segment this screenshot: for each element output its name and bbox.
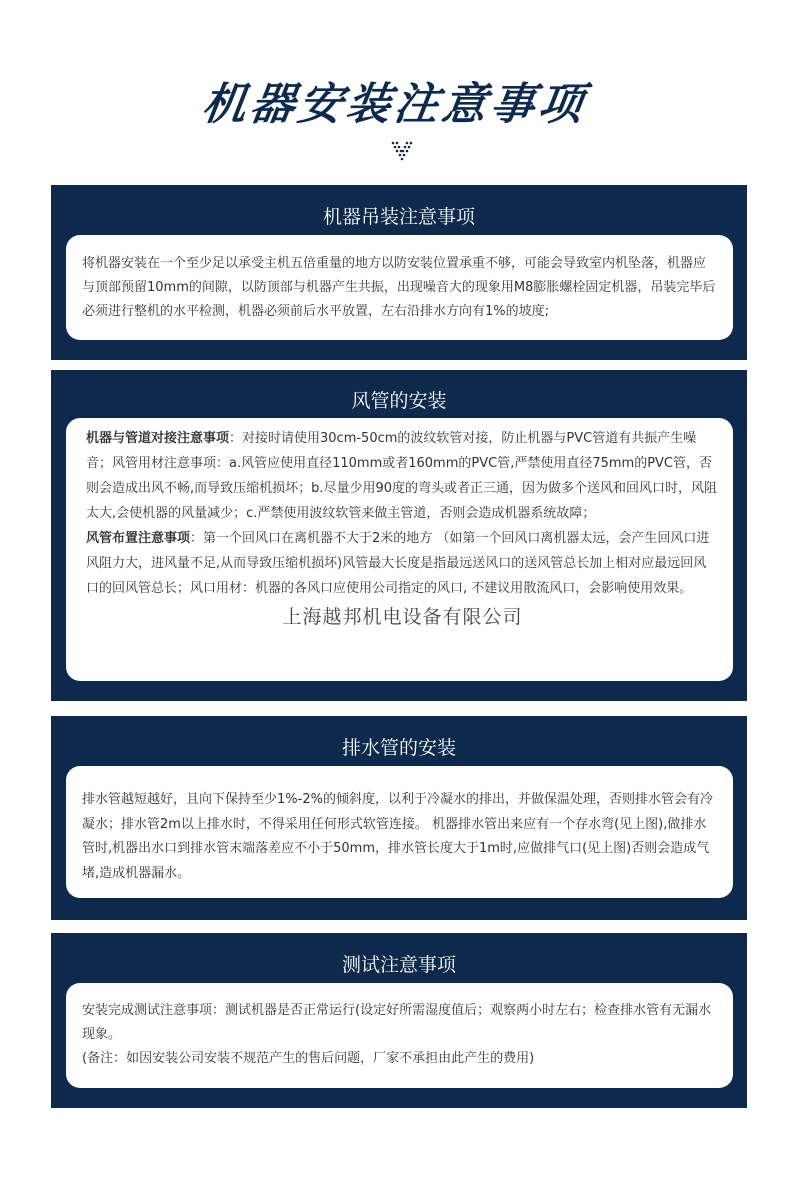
section-title: 机器吊装注意事项 <box>322 206 475 228</box>
page-title: 机器安装注意事项 <box>198 79 590 130</box>
section-body: 将机器安装在一个至少足以承受主机五倍重量的地方以防安装位置承重不够，可能会导致室内机坠落，机器应与顶部预留10mm的间隙，以防顶部与机器产生共振，出现噪音大的现象用M8膨胀螺栓固定机器，吊装完毕后必须进行整机的水平检测，机器必须前后水平放置，左右沿排水方向有1%的坡度; <box>82 256 716 319</box>
section-card <box>66 983 733 1088</box>
section-testing <box>51 933 747 1108</box>
section-body: 安装完成测试注意事项：测试机器是否正常运行(设定好所需湿度值后；观察两小时左右；检查排水管有无漏水现象。 <box>82 1003 712 1042</box>
section-title: 风管的安装 <box>351 390 447 412</box>
duct-layout-text: ：第一个回风口在离机器不大于2米的地方 （如第一个回风口离机器太远，会产生回风口进风阻力大，进风量不足,从而导致压缩机损坏)风管最大长度是指最远送风口的送风管总长加上相对应最远回风口的回风管总长；风口用材：机器的各风口应使用公司指定的风口, 不建议用散流风口，会影响使用效果。 <box>86 531 710 596</box>
section-card <box>66 766 733 898</box>
dotted-chevron-down-icon <box>391 140 413 162</box>
duct-connection-text: ：对接时请使用30cm-50cm的波纹软管对接，防止机器与PVC管道有共振产生噪音；风管用材注意事项：a.风管应使用直径110mm或者160mm的PVC管,严禁使用直径75mm的PVC管，否则会造成出风不畅,而导致压缩机损坏；b.尽量少用90度的弯头或者正三通，因为做多个送风和回风口时，风阻太大,会使机器的风量减少；c.严禁使用波纹软管来做主管道，否则会造成机器系统故障； <box>86 431 718 521</box>
duct-layout-label: 风管布置注意事项 <box>86 531 191 546</box>
section-body: 排水管越短越好，且向下保持至少1%-2%的倾斜度，以利于冷凝水的排出，并做保温处理，否则排水管会有冷凝水；排水管2m以上排水时，不得采用任何形式软管连接。 机器排水管出来应有一个存水弯(见上图),做排水管时,机器出水口到排水管末端落差应不小于50mm，排水管长度大于1m时,应做排气口(见上图)否则会造成气堵,造成机器漏水。 <box>82 792 713 881</box>
section-duct <box>51 370 747 701</box>
section-title: 排水管的安装 <box>341 737 456 759</box>
company-watermark: 上海越邦机电设备有限公司 <box>282 606 523 628</box>
section-drain <box>51 716 747 920</box>
section-card <box>66 235 733 340</box>
section-hoisting <box>51 185 747 360</box>
section-card <box>66 418 733 681</box>
section-note: (备注：如因安装公司安装不规范产生的售后问题，厂家不承担由此产生的费用) <box>82 1051 535 1066</box>
duct-connection-label: 机器与管道对接注意事项 <box>86 431 230 446</box>
section-title: 测试注意事项 <box>341 954 456 976</box>
